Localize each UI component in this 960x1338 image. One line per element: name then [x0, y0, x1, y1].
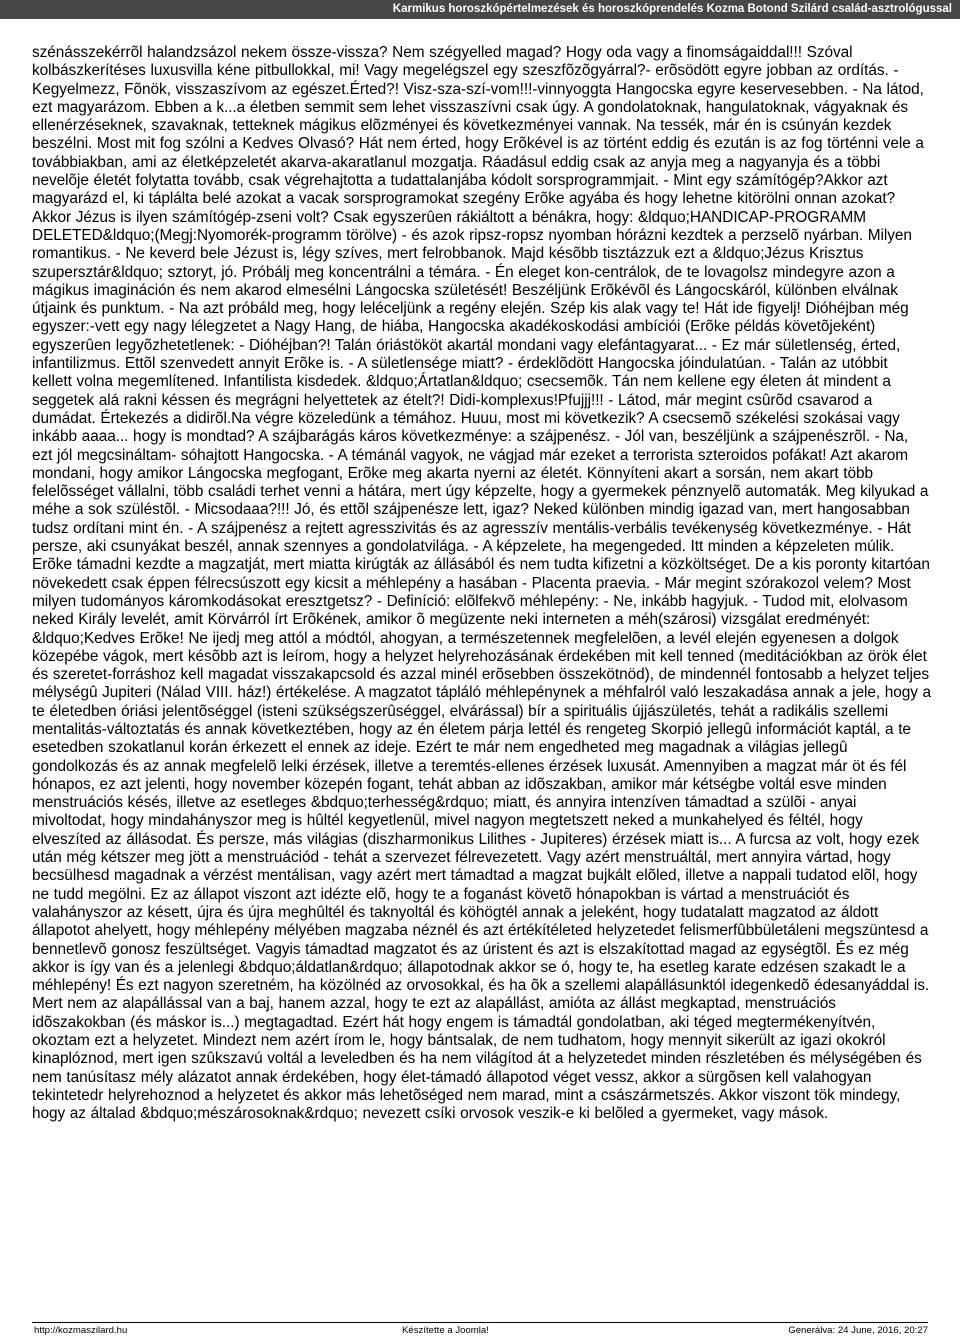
footer-joomla-credit[interactable]: Készítette a Joomla!	[402, 1325, 489, 1336]
footer-divider	[32, 1322, 928, 1323]
page-footer	[32, 1325, 928, 1337]
footer-site-link[interactable]: http://kozmaszilard.hu	[34, 1325, 128, 1336]
article-content	[32, 44, 932, 1124]
site-header-bar	[0, 0, 960, 19]
site-title: Karmikus horoszkópértelmezések és horoszkóprendelés Kozma Botond Szilárd család-asztrológussal	[392, 3, 952, 15]
article-body-text: szénásszekérrõl halandzsázol nekem össze-vissza? Nem szégyelled magad? Hogy oda vagy a finomságaiddal!!! Szóval kolbászkerítéses luxusvilla kéne pitbullokkal, mi! Vagy megelégszel egy szeszfõzõgyárral?- erõsödött egyre jobban az ordítás. - Kegyelmezz, Fõnök, visszaszívom az egészet.Érted?! Visz-sza-szí-vom!!!-vinnyoggta Hangocska egyre keservesebben. - Na látod, ezt magyarázom. Ebben a k...a életben semmit sem lehet visszaszívni csak úgy. A gondolatoknak, hangulatoknak, vágyaknak és ellenérzéseknek, szavaknak, tetteknek mágikus elõzményei és következményei vannak. Na tessék, már én is csúnyán kezdek beszélni. Most mit fog szólni a Kedves Olvasó? Hát nem érted, hogy Erõkével is az történt eddig és ezután is az fog történni vele a továbbiakban, ami az életképzeletét akarva-akaratlanul mozgatja. Ráadásul eddig csak az anyja meg a nagyanyja és a többi nevelõje életét folytatta tovább, csak végrehajtotta a tudattalanjába kódolt sorsprogrammjait. - Mint egy számítógép?Akkor azt magyarázd el, ki táplálta belé azokat a vacak sorsprogramokat szegény Erõke agyába és hogy lehetne kitörölni onnan azokat? Akkor Jézus is ilyen számítógép-zseni volt? Csak egyszerûen rákiáltott a bénákra, hogy: &ldquo;HANDICAP-PROGRAMM DELETED&ldquo;(Megj:Nyomorék-programm törölve) - és azok ripsz-ropsz nyomban hórázni kezdtek a perzselõ nyárban. Milyen romantikus. - Ne keverd bele Jézust is, légy szíves, mert felrobbanok. Majd késõbb tisztázzuk ezt a &ldquo;Jézus Krisztus szupersztár&ldquo; sztoryt, jó. Próbálj meg koncentrálni a témára. - Én eleget kon-centrálok, de te lovagolsz mindegyre azon a mágikus imagináción és nem akarod elmesélni Lángocska születését! Beszéljünk Erõkévõl és Lángocskáról, különben elválnak útjaink és punktum. - Na azt próbáld meg, hogy leléceljünk a regény elején. Szép kis alak vagy te! Hát ide figyelj! Dióhéjban még egyszer:-vett egy nagy lélegzetet a Nagy Hang, de hiába, Hangocska akadékoskodási ambíciói (Erõke példás követõjeként) egyszerûen legyõzhetetlenek: - Dióhéjban?! Talán óriástököt akartál mondani vagy elefántagyarat... - Ez már sületlenség, érted, infantilizmus. Ettõl szenvedett annyit Erõke is. - A sületlensége miatt? - érdeklõdött Hangocska jóindulatúan. - Talán az utóbbit kellett volna megemlítened. Infantilista kisdedek. &ldquo;Ártatlan&ldquo; csecsemõk. Tán nem kellene egy életen át mindent a seggetek alá rakni késsen és megrágni helyettetek az ételt?! Didi-komplexus!Pfujjj!!! - Látod, már megint csûrõd csavarod a dumádat. Értekezés a didirõl.Na végre közeledünk a témához. Huuu, most mi következik? A csecsemõ székelési szokásai vagy inkább aaaa... hogy is mondtad? A szájbarágás káros következménye: a szájpenész. - Jól van, beszéljünk a szájpenészrõl. - Na, ezt jól megcsináltam- sóhajtott Hangocska. - A témánál vagyok, ne vágjad már ezeket a terrorista szteroidos pofákat! Azt akarom mondani, hogy amikor Lángocska megfogant, Erõke meg akarta nyerni az életét. Könnyíteni akart a sorsán, nem akart több felelõsséget vállalni, több családi terhet venni a hátára, mert úgy képzelte, hogy a gyermekek pénznyelõ automaták. Meg kilyukad a méhe a sok szüléstõl. - Micsodaaa?!!! Jó, és ettõl szájpenésze lett, igaz? Neked különben mindig igazad van, mert hangosabban tudsz ordítani mint én. - A szájpenész a rejtett agresszivitás és az agresszív mentális-verbális tevékenység következménye. - Hát persze, aki csunyákat beszél, annak szennyes a gondolatvilága. - A képzelete, ha megengeded. Itt minden a képzeleten múlik. Erõke támadni kezdte a magzatját, mert miatta kirúgták az állásából és nem tudta kifizetni a közköltséget. De a kis poronty kitartóan növekedett csak éppen félrecsúszott egy kicsit a méhlepény a hasában - Placenta praevia. - Már megint szórakozol velem? Most milyen tudományos káromkodásokat eresztgetsz? - Definíció: elõlfekvõ méhlepény: - Ne, inkább hagyjuk. - Tudod mit, elolvasom neked Király levelét, amit Körvárról írt Erõkének, amikor õ megüzente neki interneten a méh(szárosi) vizsgálat eredményét: &ldquo;Kedves Erõke! Ne ijedj meg attól a módtól, ahogyan, a természetennek megfelelõen, a levél elején egyenesen a dolgok közepébe vágok, mert késõbb azt is leírom, hogy a helyzet helyrehozásának érdekében mit kell tenned (meditációkban az örök élet és szeretet-forráshoz kell magadat visszakapcsold és azzal minél erõsebben összekötnöd), de mindennél fontosabb a helyzet teljes mélységû Jupiteri (Nálad VIII. ház!) értékelése. A magzatot tápláló méhlepénynek a méhfalról való leszakadása annak a jele, hogy a te életedben óriási jelentõséggel (isteni szükségszerûséggel, elvárással) bír a spirituális újjászületés, tehát a radikális szellemi mentalitás-változtatás és annak következtében, hogy az én életem párja lettél és rengeteg Skorpió jellegû információt kaptál, a te esetedben szokatlanul korán érkezett el ennek az ideje. Ezért te már nem engedheted meg magadnak a világias jellegû gondolkozás és az annak megfelelõ lelki érzések, illetve a teremtés-ellenes érzések luxusát. Amennyiben a magzat már öt és fél hónapos, ez azt jelenti, hogy november közepén fogant, tehát abban az idõszakban, amikor már kétségbe voltál esve minden menstruációs késés, illetve az esetleges &bdquo;terhesség&rdquo; miatt, és annyira intenzíven támadtad a szülõi - anyai mivoltodat, hogy mindahányszor meg is hûltél kegyetlenül, mivel nagyon megtetszett neked a munkahelyed és féltél, hogy elveszíted az állásodat. És persze, más világias (diszharmonikus Lilithes - Jupiteres) érzések miatt is... A furcsa az volt, hogy ezek után még kétszer meg jött a menstruációd - tehát a szervezet félrevezetett. Vagy azért menstruáltál, mert annyira vártad, hogy becsülhesd magadnak a vérzést mentálisan, vagy azért mert támadtad a magzat bujkált elõled, illetve a nappali tudatod elõl, hogy ne tudd megölni. Ez az állapot viszont azt idézte elõ, hogy te a foganást követõ hónapokban is vártad a menstruációt és valahányszor az késett, újra és újra meghûltél és taknyoltál és köhögtél annak a jeleként, hogy tudatalatt magzatod az áldott állapotot ahelyett, hogy méhlepény mélyében magzaba néznél és azt értékítéleted helyzetedet felismerfûbbületáleni megszüntesd a bennetlevõ gonosz feszültséget. Vagyis támadtad magzatot és az úristent és azt is elszakítottad magad az egységtõl. És ez még akkor is így van és a jelenlegi &bdquo;áldatlan&rdquo; állapotodnak akkor se ó, hogy te, ha esetleg karate edzésen szakadt le a méhlepény! És ezt nagyon szeretném, ha közölnéd az orvosokkal, és ha õk a szellemi alapállásunktól idegenkedõ édesanyáddal is. Mert nem az alapállással van a baj, hanem azzal, hogy te ezt az alapállást, amióta az állást megkaptad, menstruációs idõszakokban (és máskor is...) megtagadtad. Ezért hát hogy engem is támadtál gondolatban, aki téged megtermékenyítvén, okoztam ezt a helyzetet. Mindezt nem azért írom le, hogy bántsalak, de nem tudhatom, hogy mennyit sikerült az igazi okokról kinaplóznod, mert igen szûkszavú voltál a leveledben és ha nem világítod át a helyzetedet minden részletében és mélységében és nem tanúsítasz mély alázatot annak érdekében, hogy élet-támadó állapotod véget vessz, akkor a sürgõsen kell valahogyan tekintetedr helyrehoznod a helyzetet és akkor más lehetõséged nem marad, mint a császármetszés. Akkor viszont tök mindegy, hogy az általad &bdquo;mészárosoknak&rdquo; nevezett csíki orvosok veszik-e ki belõled a gyermeket, vagy mások.	[32, 44, 932, 1123]
footer-generated-date: Generálva: 24 June, 2016, 20:27	[788, 1325, 928, 1336]
